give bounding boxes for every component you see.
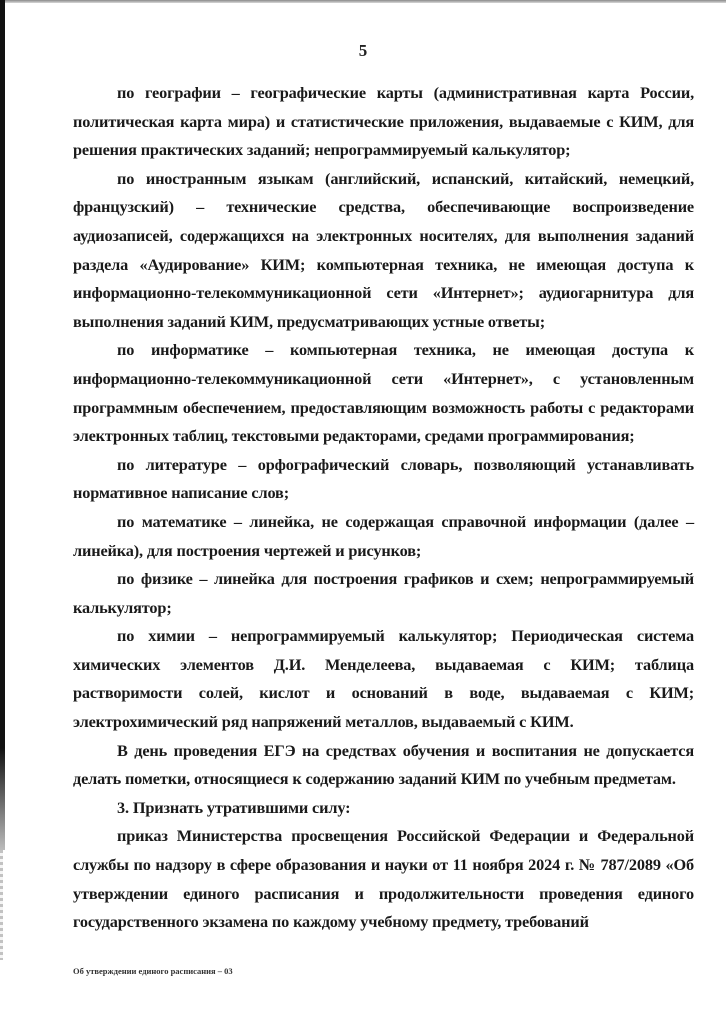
document-body	[73, 79, 694, 937]
footer-document-reference: Об утверждении единого расписания – 03	[73, 966, 233, 976]
page-number: 5	[358, 41, 368, 60]
paragraph-section-3-heading: 3. Признать утратившими силу:	[117, 797, 351, 817]
paragraph-mathematics: по математике – линейка, не содержащая справочной информации (далее – линейка), для построения чертежей и рисунков;	[73, 511, 694, 560]
scan-top-edge	[0, 0, 726, 3]
scan-left-edge-fade	[0, 850, 3, 960]
paragraph-exam-day-notes: В день проведения ЕГЭ на средствах обучения и воспитания не допускается делать пометки, относящиеся к содержанию заданий КИМ по учебным предметам.	[73, 740, 694, 789]
paragraph-foreign-languages: по иностранным языкам (английский, испанский, китайский, немецкий, французский) – технические средства, обеспечивающие воспроизведение аудиозаписей, содержащихся на электронных носителях, для выполнения заданий раздела «Аудирование» КИМ; компьютерная техника, не имеющая доступа к информационно-телекоммуникационной сети «Интернет»; аудиогарнитура для выполнения заданий КИМ, предусматривающих устные ответы;	[73, 168, 694, 331]
paragraph-chemistry: по химии – непрограммируемый калькулятор; Периодическая система химических элементов Д.И. Менделеева, выдаваемая с КИМ; таблица растворимости солей, кислот и оснований в воде, выдаваемая с КИМ; электрохимический ряд напряжений металлов, выдаваемый с КИМ.	[73, 626, 694, 732]
scan-left-edge	[0, 0, 5, 850]
paragraph-physics: по физике – линейка для построения графиков и схем; непрограммируемый калькулятор;	[73, 569, 694, 617]
paragraph-repealed-order: приказ Министерства просвещения Российской Федерации и Федеральной службы по надзору в сфере образования и науки от 11 ноября 2024 г. № 787/2089 «Об утверждении единого расписания и продолжительности проведения единого государственного экзамена по каждому учебному предмету, требований	[73, 826, 694, 932]
paragraph-geography: по географии – географические карты (административная карта России, политическая карта мира) и статистические приложения, выдаваемые с КИМ, для решения практических заданий; непрограммируемый калькулятор;	[73, 83, 694, 160]
paragraph-literature: по литературе – орфографический словарь, позволяющий устанавливать нормативное написание слов;	[73, 454, 694, 503]
paragraph-informatics: по информатике – компьютерная техника, не имеющая доступа к информационно-телекоммуникационной сети «Интернет», с установленным программным обеспечением, предоставляющим возможность работы с редакторами электронных таблиц, текстовыми редакторами, средами программирования;	[73, 340, 694, 446]
